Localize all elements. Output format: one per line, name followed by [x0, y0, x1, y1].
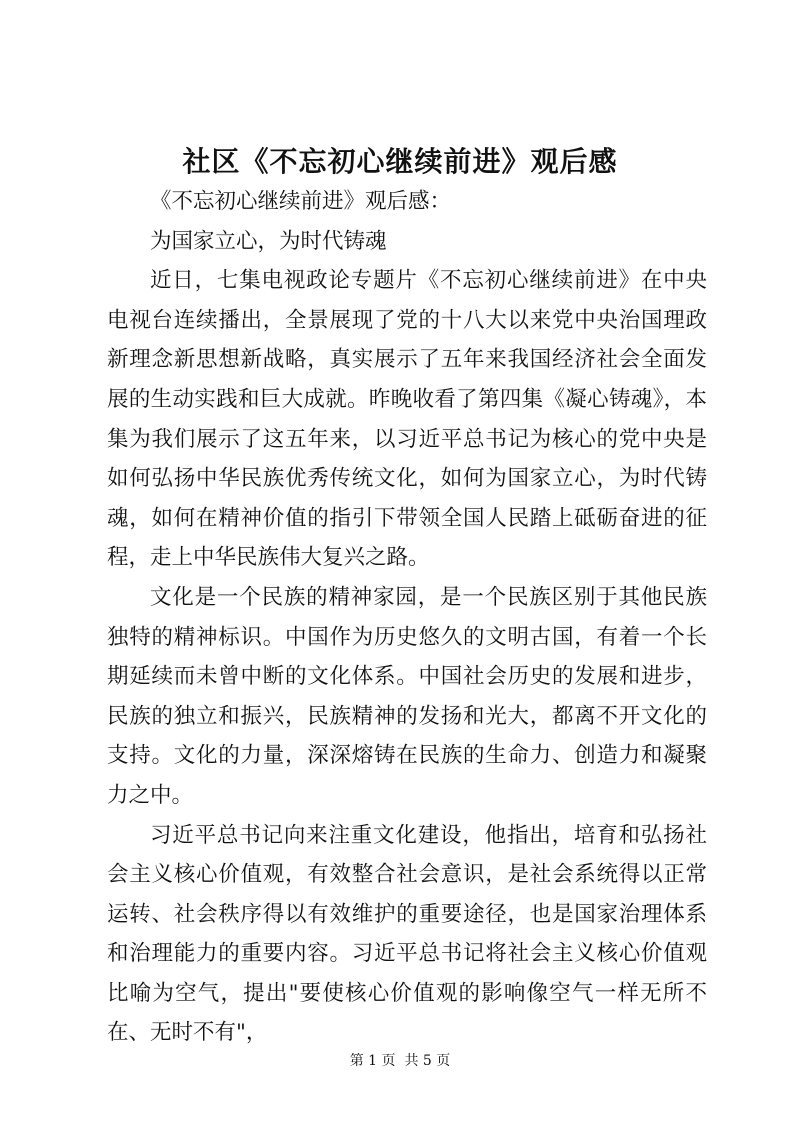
- page-number: 第 1 页 共 5 页: [349, 1053, 451, 1069]
- paragraph: 文化是一个民族的精神家园，是一个民族区别于其他民族独特的精神标识。中国作为历史悠久的文明古国，有着一个长期延续而未曾中断的文化体系。中国社会历史的发展和进步，民族的独立和振兴，民族精神的发扬和光大，都离不开文化的支持。文化的力量，深深熔铸在民族的生命力、创造力和凝聚力之中。: [107, 584, 707, 808]
- paragraph: 习近平总书记向来注重文化建设，他指出，培育和弘扬社会主义核心价值观，有效整合社会意识，是社会系统得以正常运转、社会秩序得以有效维护的重要途径，也是国家治理体系和治理能力的重要内容。习近平总书记将社会主义核心价值观比喻为空气，提出"要使核心价值观的影响像空气一样无所不在、无时不有"，: [107, 822, 707, 1046]
- document-body: [107, 182, 707, 1053]
- paragraph-subtitle: 为国家立心，为时代铸魂: [150, 228, 387, 254]
- paragraph-heading: 《不忘初心继续前进》观后感：: [150, 189, 452, 214]
- document-title: 社区《不忘初心继续前进》观后感: [182, 145, 618, 178]
- paragraph: 近日，七集电视政论专题片《不忘初心继续前进》在中央电视台连续播出，全景展现了党的十八大以来党中央治国理政新理念新思想新战略，真实展示了五年来我国经济社会全面发展的生动实践和巨大成就。昨晚收看了第四集《凝心铸魂》，本集为我们展示了这五年来，以习近平总书记为核心的党中央是如何弘扬中华民族优秀传统文化，如何为国家立心，为时代铸魂，如何在精神价值的指引下带领全国人民踏上砥砺奋进的征程，走上中华民族伟大复兴之路。: [107, 268, 707, 571]
- page-footer: [0, 1051, 800, 1071]
